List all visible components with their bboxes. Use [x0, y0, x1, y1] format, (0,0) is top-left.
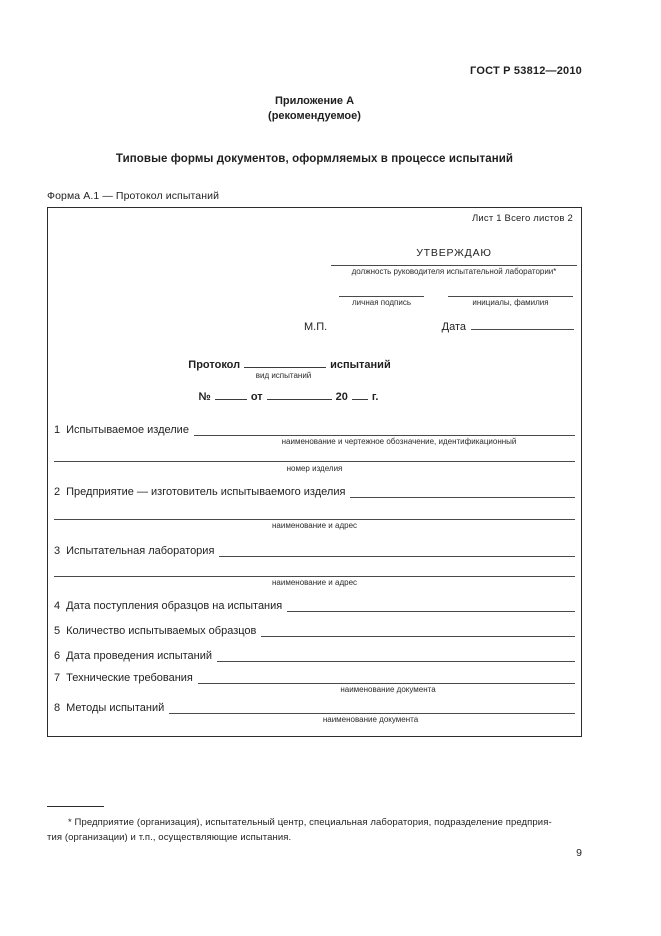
- year-prefix: 20: [335, 391, 348, 403]
- date-blank: [267, 389, 332, 400]
- date-label: Дата: [441, 321, 466, 333]
- protocol-form-box: [47, 207, 582, 737]
- protocol-suffix: испытаний: [330, 359, 391, 371]
- field-label: Количество испытываемых образцов: [66, 625, 257, 637]
- field-caption-8: наименование документа: [322, 715, 419, 724]
- field-number: 2: [54, 486, 61, 498]
- protocol-type-caption: вид испытаний: [255, 371, 312, 380]
- field-label: Предприятие — изготовитель испытываемого изделия: [66, 486, 346, 498]
- field-label: Методы испытаний: [66, 702, 165, 714]
- field-row-2: [54, 486, 575, 499]
- date-group: [442, 320, 574, 333]
- footnote: [47, 815, 552, 845]
- signature-caption: личная подпись: [352, 298, 411, 307]
- field-number: 6: [54, 650, 61, 662]
- field-line-4: [287, 600, 575, 612]
- approve-block: [331, 247, 577, 307]
- number-label: №: [198, 391, 211, 403]
- footnote-line-1: * Предприятие (организация), испытательный центр, специальная лаборатория, подразделение предприя-: [68, 817, 552, 828]
- field-number: 7: [54, 672, 61, 684]
- signature-lines-row: [331, 287, 577, 297]
- approve-title: УТВЕРЖДАЮ: [416, 247, 492, 259]
- continuation-line-3: [54, 567, 575, 577]
- field-line-5: [261, 625, 575, 637]
- field-row-3: [54, 545, 575, 558]
- name-caption: инициалы, фамилия: [472, 298, 549, 307]
- field-caption-1a: наименование и чертежное обозначение, идентификационный: [281, 437, 517, 446]
- field-label: Дата поступления образцов на испытания: [66, 600, 283, 612]
- sheet-info: Лист 1 Всего листов 2: [471, 213, 573, 224]
- field-line-6: [217, 650, 575, 662]
- continuation-line-2: [54, 510, 575, 520]
- approve-position-caption: должность руководителя испытательной лаборатории*: [351, 267, 557, 276]
- name-line: [448, 287, 573, 297]
- main-title: Типовые формы документов, оформляемых в процессе испытаний: [115, 153, 514, 165]
- from-label: от: [250, 391, 263, 403]
- field-row-6: [54, 650, 575, 663]
- continuation-line-1: [54, 452, 575, 462]
- year-suffix: г.: [371, 391, 379, 403]
- field-number: 3: [54, 545, 61, 557]
- field-line-8: [169, 702, 575, 714]
- date-line: [471, 320, 574, 330]
- protocol-type-blank: [244, 357, 326, 368]
- field-label: Технические требования: [66, 672, 193, 684]
- field-caption-3: наименование и адрес: [271, 578, 358, 587]
- page-number: 9: [576, 847, 582, 859]
- appendix-title: Приложение А: [274, 95, 355, 107]
- footnote-rule: [47, 806, 104, 807]
- protocol-number-line: [48, 389, 529, 404]
- year-blank: [352, 389, 368, 400]
- field-row-4: [54, 600, 575, 613]
- field-caption-1b: номер изделия: [286, 464, 343, 473]
- field-line-3: [219, 545, 575, 557]
- field-number: 8: [54, 702, 61, 714]
- field-label: Испытательная лаборатория: [66, 545, 215, 557]
- doc-code: ГОСТ Р 53812—2010: [470, 65, 582, 77]
- signature-captions-row: [331, 298, 577, 307]
- footnote-line-2: тия (организации) и т.п., осуществляющие испытания.: [47, 832, 292, 843]
- field-row-1: [54, 424, 575, 437]
- stamp-date-row: [304, 320, 574, 333]
- field-label: Испытываемое изделие: [66, 424, 189, 436]
- field-caption-2: наименование и адрес: [271, 521, 358, 530]
- number-blank: [215, 389, 247, 400]
- field-number: 1: [54, 424, 61, 436]
- stamp-label: М.П.: [304, 321, 328, 333]
- field-row-7: [54, 672, 575, 685]
- form-caption: Форма А.1 — Протокол испытаний: [47, 190, 220, 202]
- field-line-2: [350, 486, 575, 498]
- field-line-1: [194, 424, 575, 436]
- field-row-5: [54, 625, 575, 638]
- field-number: 4: [54, 600, 61, 612]
- signature-line: [339, 287, 424, 297]
- field-label: Дата проведения испытаний: [66, 650, 212, 662]
- field-number: 5: [54, 625, 61, 637]
- protocol-prefix: Протокол: [188, 359, 241, 371]
- approve-position-line: [331, 259, 577, 266]
- field-row-8: [54, 702, 575, 715]
- field-line-7: [198, 672, 575, 684]
- appendix-note: (рекомендуемое): [268, 110, 361, 122]
- protocol-title: [48, 357, 531, 372]
- field-caption-7: наименование документа: [340, 685, 436, 694]
